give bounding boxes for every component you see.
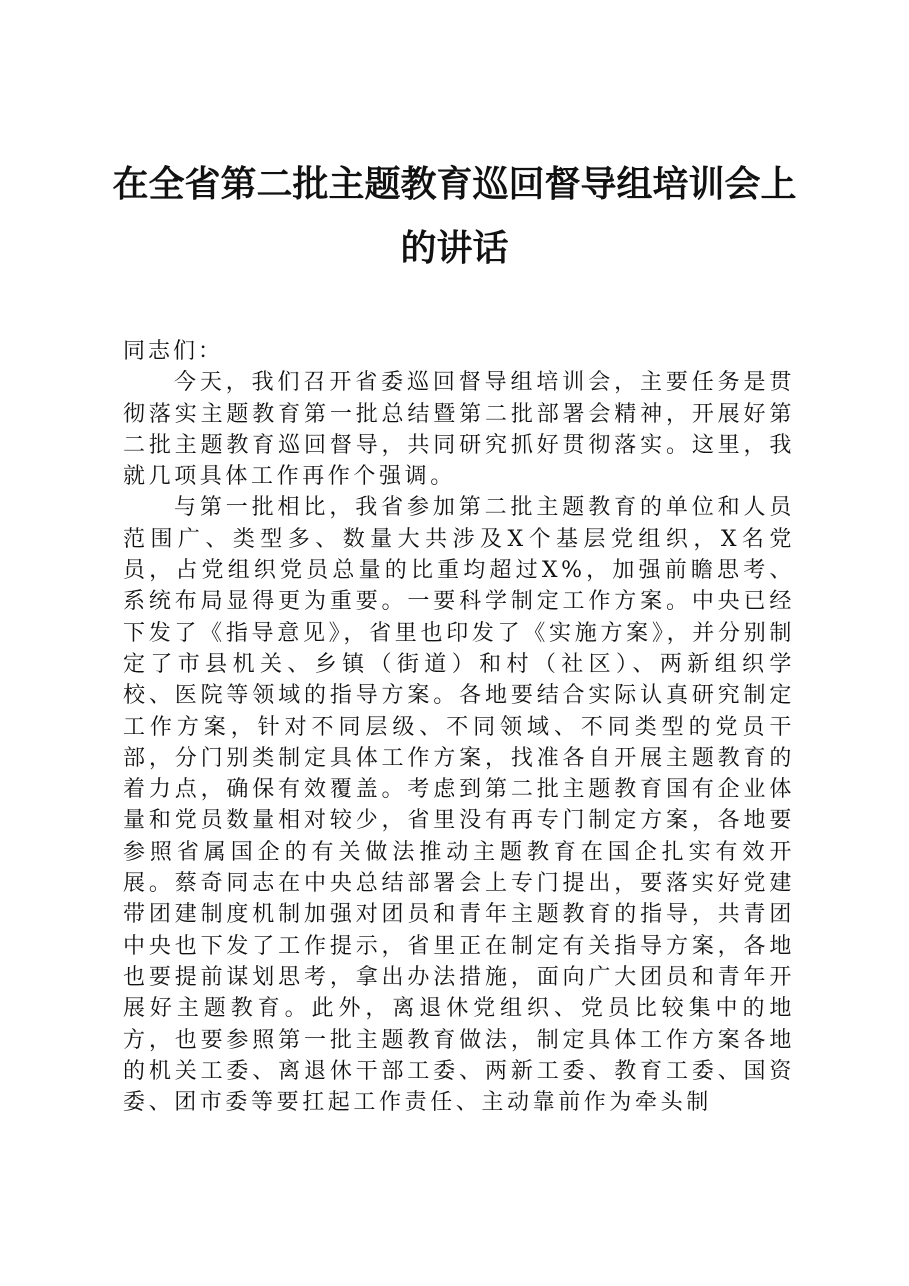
paragraph-1: 今天，我们召开省委巡回督导组培训会，主要任务是贯彻落实主题教育第一批总结暨第二批部署会精神，开展好第二批主题教育巡回督导，共同研究抓好贯彻落实。这里，我就几项具体工作再作个强调。 <box>123 370 795 490</box>
salutation: 同志们： <box>123 339 224 364</box>
document-body <box>123 336 795 1118</box>
paragraph-2: 与第一批相比，我省参加第二批主题教育的单位和人员范围广、类型多、数量大共涉及X个基层党组织，X名党员，占党组织党员总量的比重均超过X%，加强前瞻思考、系统布局显得更为重要。一要科学制定工作方案。中央已经下发了《指导意见》，省里也印发了《实施方案》，并分别制定了市县机关、乡镇（街道）和村（社区）、两新组织学校、医院等领域的指导方案。各地要结合实际认真研究制定工作方案，针对不同层级、不同领域、不同类型的党员干部，分门别类制定具体工作方案，找准各自开展主题教育的着力点，确保有效覆盖。考虑到第二批主题教育国有企业体量和党员数量相对较少，省里没有再专门制定方案，各地要参照省属国企的有关做法推动主题教育在国企扎实有效开展。蔡奇同志在中央总结部署会上专门提出，要落实好党建带团建制度机制加强对团员和青年主题教育的指导，共青团中央也下发了工作提示，省里正在制定有关指导方案，各地也要提前谋划思考，拿出办法措施，面向广大团员和青年开展好主题教育。此外，离退休党组织、党员比较集中的地方，也要参照第一批主题教育做法，制定具体工作方案各地的机关工委、离退休干部工委、两新工委、教育工委、国资委、团市委等要扛起工作责任、主动靠前作为牵头制 <box>123 495 795 1116</box>
document-title: 在全省第二批主题教育巡回督导组培训会上的讲话 <box>112 163 797 269</box>
